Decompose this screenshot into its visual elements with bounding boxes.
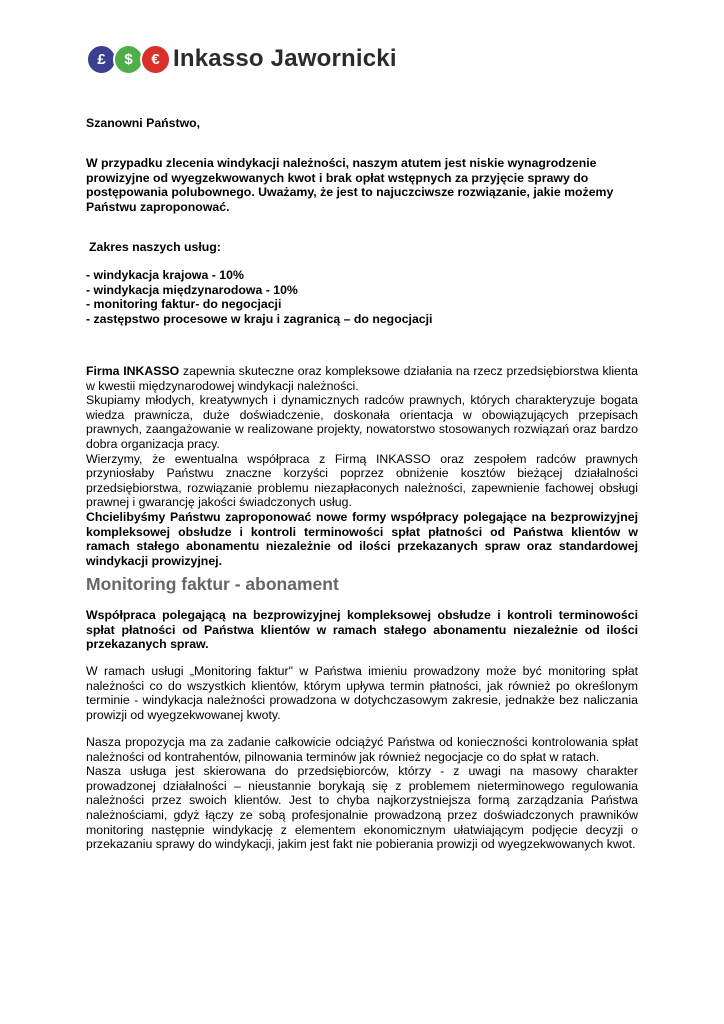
firm-text: zapewnia skuteczne oraz kompleksowe działania na rzecz przedsiębiorstwa klienta w kwestii międzynarodowej windykacji należności. bbox=[86, 364, 638, 393]
euro-coin-icon: € bbox=[140, 44, 171, 75]
company-description bbox=[86, 364, 638, 568]
dollar-coin-icon: $ bbox=[113, 44, 144, 75]
services-list bbox=[86, 268, 638, 326]
section-paragraph-3: Nasza usługa jest skierowana do przedsiębiorców, którzy - z uwagi na masowy charakter prowadzonej działalności – nieustannie borykają się z problemem nieterminowego regulowania należności przez swoich klientów. Jest to chyba najkorzystniejsza formą zarządzania Państwa należnościami, gdyż łączy ze sobą profesjonalnie prowadzoną przez doświadczonych prawników monitoring następnie windykację z elementem ekonomicznym ułatwiającym podjęcie decyzji o przekazaniu sprawy do windykacji, jakim jest fakt nie pobierania prowizji od wyegzekwowanych kwot. bbox=[86, 764, 638, 852]
list-item: - zastępstwo procesowe w kraju i zagranicą – do negocjacji bbox=[86, 311, 433, 326]
pound-coin-icon: £ bbox=[86, 44, 117, 75]
greeting: Szanowni Państwo, bbox=[86, 116, 201, 130]
services-heading: Zakres naszych usług: bbox=[89, 240, 221, 254]
list-item: - monitoring faktur- do negocjacji bbox=[86, 297, 282, 312]
section-lead: Współpraca polegającą na bezprowizyjnej kompleksowej obsłudze i kontroli terminowości spłat płatności od Państwa klientów w ramach stałego abonamentu niezależnie od ilości przekazanych spraw. bbox=[86, 608, 638, 652]
belief-paragraph: Wierzymy, że ewentualna współpraca z Firmą INKASSO oraz zespołem radców prawnych przyniosłaby Państwu znaczne korzyści poprzez obniżenie kosztów bieżącej działalności przedsiębiorstwa, rozwiązanie problemu niezapłaconych należności, zapewnienie fachowej obsługi prawnej i gwarancję jakości świadczonych usług. bbox=[86, 451, 638, 510]
team-paragraph: Skupiamy młodych, kreatywnych i dynamicznych radców prawnych, których charakteryzuje bogata wiedza prawnicza, duże doświadczenie, doskonała orientacja w obowiązujących przepisach prawnych, zaangażowanie w realizowane projekty, nowatorstwo stosowanych rozwiązań oraz bardzo dobra organizacja pracy. bbox=[86, 393, 638, 451]
section-title: Monitoring faktur - abonament bbox=[86, 574, 339, 594]
section-paragraph-1: W ramach usługi „Monitoring faktur" w Państwa imieniu prowadzony może być monitoring spłat należności co do wszystkich klientów, którym upływa termin płatności, jak również po określonym terminie - windykacja należności prowadzona w dotychczasowym zakresie, jednakże bez naliczania prowizji od wyegzekwowanej kwoty. bbox=[86, 664, 638, 722]
intro-paragraph: W przypadku zlecenia windykacji należności, naszym atutem jest niskie wynagrodzenie prowizyjne od wyegzekwowanych kwot i brak opłat wstępnych za przyjęcie sprawy do postępowania polubownego. Uważamy, że jest to najuczciwsze rozwiązanie, jakie możemy Państwu zaproponować. bbox=[86, 156, 614, 214]
company-logo bbox=[86, 42, 397, 76]
brand-name: Inkasso Jawornicki bbox=[173, 45, 397, 72]
list-item: - windykacja międzynarodowa - 10% bbox=[86, 282, 298, 297]
firm-paragraph bbox=[86, 364, 638, 393]
proposal-paragraph: Chcielibyśmy Państwu zaproponować nowe formy współpracy polegające na bezprowizyjnej kompleksowej obsłudze i kontroli terminowości spłat płatności od Państwa klientów w ramach stałego abonamentu niezależnie od ilości przekazanych spraw oraz standardowej windykacji prowizyjnej. bbox=[86, 509, 638, 568]
list-item: - windykacja krajowa - 10% bbox=[86, 268, 244, 282]
firm-name: Firma INKASSO bbox=[86, 364, 180, 378]
section-body bbox=[86, 735, 638, 852]
section-paragraph-2: Nasza propozycja ma za zadanie całkowicie odciążyć Państwa od konieczności kontrolowania spłat należności od kontrahentów, pilnowania terminów jak również negocjacje co do spłat w ratach. bbox=[86, 735, 638, 764]
